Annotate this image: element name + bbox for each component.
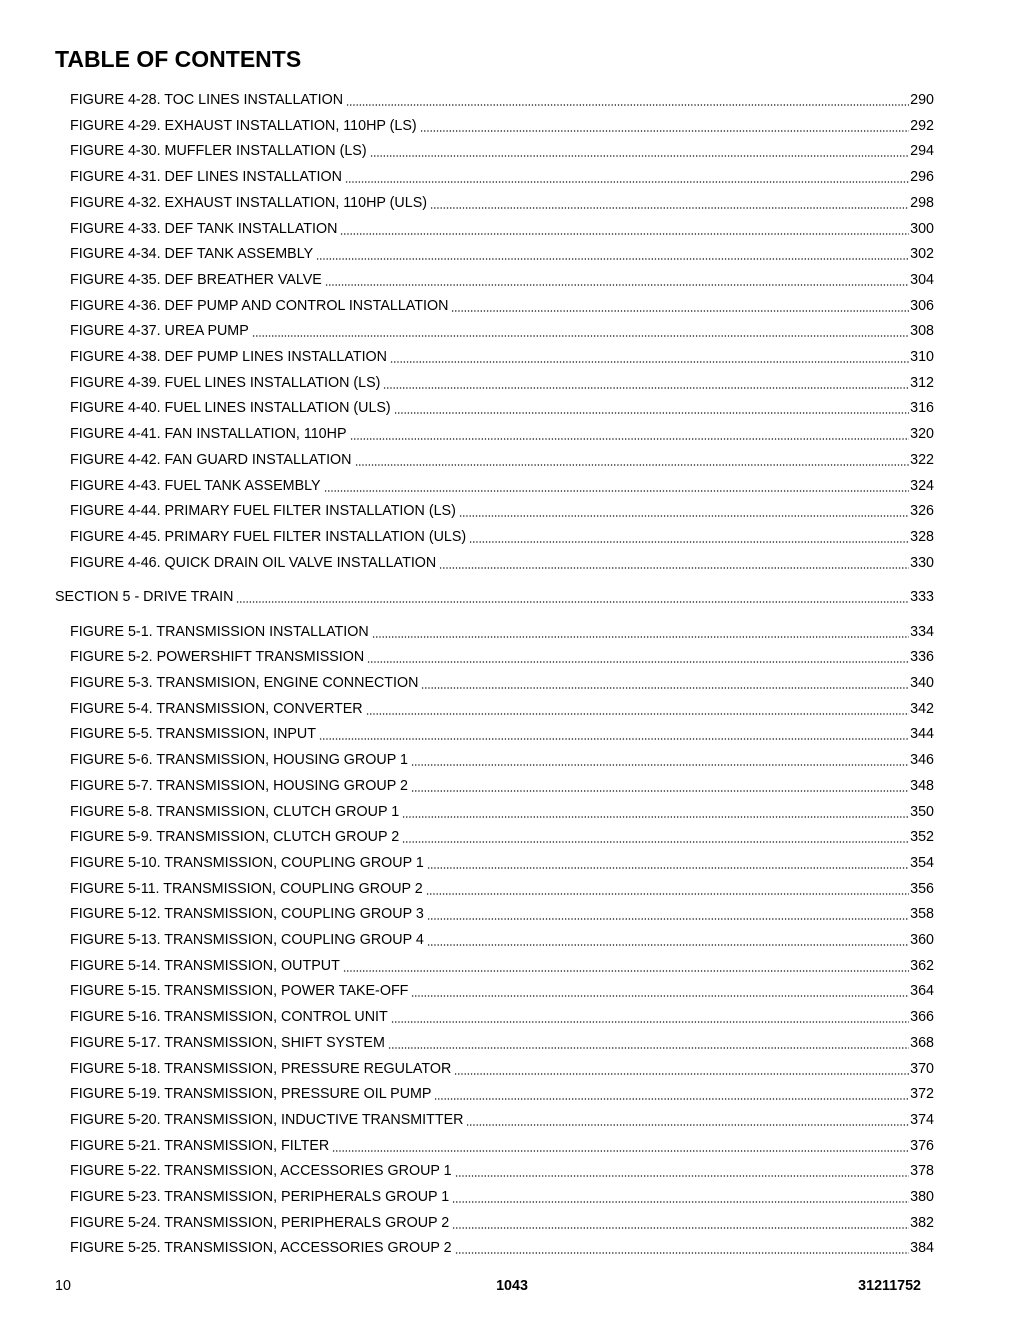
toc-entry-label: FIGURE 5-5. TRANSMISSION, INPUT [70,726,316,743]
dot-leader [427,944,909,946]
toc-entry-label: FIGURE 4-45. PRIMARY FUEL FILTER INSTALLATION (ULS) [70,528,467,545]
dot-leader [455,1175,910,1177]
toc-entry-label: FIGURE 4-28. TOC LINES INSTALLATION [70,92,344,108]
dot-leader [427,867,909,869]
toc-figure-entry[interactable] [70,194,934,212]
toc-figure-entry[interactable] [70,322,934,340]
dot-leader [455,1252,910,1254]
toc-entry-label: FIGURE 4-38. DEF PUMP LINES INSTALLATION [70,349,387,365]
toc-figure-entry[interactable] [70,931,934,949]
dot-leader [252,335,909,337]
toc-entry-page: 306 [910,297,934,314]
toc-entry-page: 310 [910,349,934,365]
toc-entry-page: 370 [910,1060,934,1077]
toc-entry-label: FIGURE 5-12. TRANSMISSION, COUPLING GROUP 3 [70,906,424,923]
toc-section-entry[interactable] [55,588,934,606]
toc-entry-label: FIGURE 5-3. TRANSMISION, ENGINE CONNECTION [70,675,419,691]
toc-entry-label: FIGURE 4-29. EXHAUST INSTALLATION, 110HP (LS) [70,117,417,134]
dot-leader [427,918,909,920]
toc-entry-label: FIGURE 4-34. DEF TANK ASSEMBLY [70,246,314,263]
toc-entry-label: FIGURE 5-9. TRANSMISSION, CLUTCH GROUP 2 [70,829,400,846]
toc-entry-page: 333 [910,589,934,606]
toc-figure-entry[interactable] [70,880,934,898]
toc-entry-page: 334 [910,623,934,640]
toc-entry-page: 360 [910,932,934,948]
toc-entry-page: 312 [910,374,934,391]
toc-figure-entry[interactable] [70,1111,934,1129]
toc-entry-page: 330 [910,554,934,571]
toc-figure-entry[interactable] [70,399,934,417]
toc-figure-entry[interactable] [70,1137,934,1155]
toc-entry-page: 380 [910,1189,934,1205]
dot-leader [340,233,909,235]
toc-entry-label: FIGURE 4-40. FUEL LINES INSTALLATION (ULS) [70,400,391,417]
toc-entry-label: FIGURE 5-19. TRANSMISSION, PRESSURE OIL PUMP [70,1086,432,1103]
dot-leader [324,490,910,492]
toc-entry-label: FIGURE 5-20. TRANSMISSION, INDUCTIVE TRANSMITTER [70,1111,464,1128]
toc-figure-entry[interactable] [70,803,934,821]
toc-entry-label: FIGURE 5-24. TRANSMISSION, PERIPHERALS GROUP 2 [70,1214,450,1231]
toc-entry-label: FIGURE 4-37. UREA PUMP [70,323,249,340]
toc-figure-entry[interactable] [70,297,934,315]
dot-leader [372,636,909,638]
toc-entry-label: SECTION 5 - DRIVE TRAIN [55,589,234,606]
toc-figure-entry[interactable] [70,957,934,975]
dot-leader [402,841,909,843]
toc-entry-page: 384 [910,1240,934,1257]
footer-center-number: 1043 [496,1278,528,1294]
toc-entry-page: 336 [910,649,934,666]
toc-entry-page: 356 [910,880,934,897]
toc-figure-entry[interactable] [70,700,934,718]
toc-entry-page: 358 [910,906,934,923]
toc-figure-entry[interactable] [70,168,934,186]
toc-entry-label: FIGURE 5-6. TRANSMISSION, HOUSING GROUP 1 [70,752,408,769]
toc-figure-entry[interactable] [70,142,934,160]
dot-leader [454,1073,909,1075]
toc-figure-entry[interactable] [70,854,934,872]
dot-leader [451,310,909,312]
toc-entry-label: FIGURE 5-25. TRANSMISSION, ACCESSORIES GROUP 2 [70,1240,452,1257]
toc-figure-entry[interactable] [70,1008,934,1026]
toc-figure-entry[interactable] [70,777,934,795]
dot-leader [367,661,909,663]
toc-entry-page: 324 [910,477,934,494]
toc-entry-label: FIGURE 5-21. TRANSMISSION, FILTER [70,1137,330,1154]
dot-leader [346,104,909,106]
toc-entry-label: FIGURE 5-14. TRANSMISSION, OUTPUT [70,957,340,974]
toc-entry-page: 298 [910,194,934,211]
dot-leader [390,361,909,363]
toc-figure-entry[interactable] [70,374,934,392]
dot-leader [383,387,909,389]
toc-entry-label: FIGURE 4-35. DEF BREATHER VALVE [70,271,322,288]
toc-entry-page: 316 [910,400,934,417]
toc-entry-label: FIGURE 5-22. TRANSMISSION, ACCESSORIES GROUP 1 [70,1163,452,1180]
toc-entry-label: FIGURE 4-33. DEF TANK INSTALLATION [70,220,338,237]
toc-entry-label: FIGURE 4-39. FUEL LINES INSTALLATION (LS) [70,374,381,391]
dot-leader [350,438,910,440]
dot-leader [388,1047,909,1049]
toc-entry-label: FIGURE 4-36. DEF PUMP AND CONTROL INSTALLATION [70,297,449,314]
toc-entry-label: FIGURE 5-8. TRANSMISSION, CLUTCH GROUP 1 [70,803,400,820]
toc-entry-label: FIGURE 5-16. TRANSMISSION, CONTROL UNIT [70,1009,388,1026]
toc-entry-page: 350 [910,803,934,820]
toc-entry-page: 344 [910,726,934,743]
toc-entry-label: FIGURE 5-7. TRANSMISSION, HOUSING GROUP 2 [70,777,408,794]
toc-entry-label: FIGURE 5-2. POWERSHIFT TRANSMISSION [70,649,365,666]
dot-leader [355,464,910,466]
page-title: TABLE OF CONTENTS [55,46,302,72]
toc-entry-page: 320 [910,426,934,443]
toc-figure-entry[interactable] [70,1239,934,1257]
dot-leader [236,601,909,603]
toc-figure-entry[interactable] [70,1188,934,1206]
toc-entry-label: FIGURE 4-32. EXHAUST INSTALLATION, 110HP (ULS) [70,194,427,211]
toc-entry-page: 326 [910,503,934,520]
toc-figure-entry[interactable] [70,451,934,469]
toc-entry-page: 364 [910,983,934,1000]
toc-figure-entry[interactable] [70,1214,934,1232]
toc-entry-page: 300 [910,220,934,237]
toc-figure-entry[interactable] [70,528,934,546]
toc-entry-label: FIGURE 4-42. FAN GUARD INSTALLATION [70,451,352,468]
toc-entry-label: FIGURE 5-18. TRANSMISSION, PRESSURE REGULATOR [70,1060,452,1077]
toc-entry-page: 368 [910,1034,934,1051]
toc-entry-page: 290 [910,92,934,108]
toc-figure-entry[interactable] [70,1162,934,1180]
toc-figure-entry[interactable] [70,117,934,135]
toc-entry-page: 374 [910,1111,934,1128]
toc-figure-entry[interactable] [70,674,934,692]
toc-figure-entry[interactable] [70,348,934,366]
toc-figure-entry[interactable] [70,271,934,289]
dot-leader [345,181,909,183]
toc-entry-label: FIGURE 5-23. TRANSMISSION, PERIPHERALS GROUP 1 [70,1189,450,1205]
toc-figure-entry[interactable] [70,220,934,238]
dot-leader [430,207,909,209]
toc-entry-label: FIGURE 4-46. QUICK DRAIN OIL VALVE INSTALLATION [70,554,437,571]
dot-leader [469,541,909,543]
dot-leader [366,713,910,715]
toc-entry-label: FIGURE 5-17. TRANSMISSION, SHIFT SYSTEM [70,1034,385,1051]
toc-figure-entry[interactable] [70,502,934,520]
toc-figure-entry[interactable] [70,425,934,443]
toc-entry-page: 376 [910,1137,934,1154]
toc-figure-entry[interactable] [70,1085,934,1103]
toc-figure-entry[interactable] [70,905,934,923]
toc-entry-label: FIGURE 5-13. TRANSMISSION, COUPLING GROUP 4 [70,932,424,948]
dot-leader [426,893,909,895]
toc-entry-page: 354 [910,854,934,871]
toc-entry-label: FIGURE 5-15. TRANSMISSION, POWER TAKE-OFF [70,983,409,1000]
toc-entry-page: 342 [910,700,934,717]
toc-entry-label: FIGURE 4-41. FAN INSTALLATION, 110HP [70,426,347,443]
toc-entry-page: 308 [910,323,934,340]
dot-leader [439,567,909,569]
dot-leader [434,1098,909,1100]
toc-entry-page: 328 [910,528,934,545]
dot-leader [316,258,909,260]
toc-entry-page: 296 [910,169,934,186]
toc-entry-page: 352 [910,829,934,846]
toc-entry-label: FIGURE 4-31. DEF LINES INSTALLATION [70,169,342,186]
toc-entry-page: 346 [910,752,934,769]
dot-leader [343,970,909,972]
toc-entry-page: 302 [910,246,934,263]
toc-entry-page: 294 [910,143,934,160]
toc-entry-page: 348 [910,777,934,794]
dot-leader [411,764,909,766]
toc-figure-entry[interactable] [70,725,934,743]
toc-entry-page: 362 [910,957,934,974]
toc-entry-page: 304 [910,271,934,288]
toc-entry-label: FIGURE 5-11. TRANSMISSION, COUPLING GROUP 2 [70,880,423,897]
dot-leader [421,687,909,689]
toc-entry-label: FIGURE 4-43. FUEL TANK ASSEMBLY [70,477,321,494]
dot-leader [466,1124,909,1126]
toc-figure-entry[interactable] [70,554,934,572]
toc-entry-page: 292 [910,117,934,134]
dot-leader [394,412,909,414]
toc-figure-entry[interactable] [70,623,934,641]
footer-doc-number: 31211752 [858,1278,921,1294]
toc-entry-label: FIGURE 5-10. TRANSMISSION, COUPLING GROUP 1 [70,854,424,871]
toc-figure-entry[interactable] [70,91,934,109]
toc-entry-page: 340 [910,675,934,691]
dot-leader [459,515,909,517]
dot-leader [319,738,909,740]
toc-entry-page: 378 [910,1163,934,1180]
toc-entry-page: 382 [910,1214,934,1231]
dot-leader [411,995,909,997]
toc-figure-entry[interactable] [70,1034,934,1052]
dot-leader [332,1150,909,1152]
toc-figure-entry[interactable] [70,828,934,846]
toc-entry-label: FIGURE 5-1. TRANSMISSION INSTALLATION [70,623,369,640]
dot-leader [452,1227,909,1229]
footer-page-number: 10 [55,1278,71,1294]
toc-entry-page: 366 [910,1009,934,1026]
toc-figure-entry[interactable] [70,982,934,1000]
toc-figure-entry[interactable] [70,648,934,666]
toc-figure-entry[interactable] [70,245,934,263]
dot-leader [370,155,910,157]
dot-leader [325,284,909,286]
dot-leader [411,790,909,792]
dot-leader [402,816,909,818]
dot-leader [420,130,909,132]
dot-leader [391,1021,909,1023]
toc-entry-label: FIGURE 4-30. MUFFLER INSTALLATION (LS) [70,143,367,160]
toc-entry-page: 372 [910,1086,934,1103]
toc-figure-entry[interactable] [70,751,934,769]
toc-entry-page: 322 [910,451,934,468]
toc-entry-label: FIGURE 4-44. PRIMARY FUEL FILTER INSTALLATION (LS) [70,503,456,520]
dot-leader [452,1201,909,1203]
toc-entry-label: FIGURE 5-4. TRANSMISSION, CONVERTER [70,700,363,717]
toc-figure-entry[interactable] [70,1060,934,1078]
toc-figure-entry[interactable] [70,477,934,495]
